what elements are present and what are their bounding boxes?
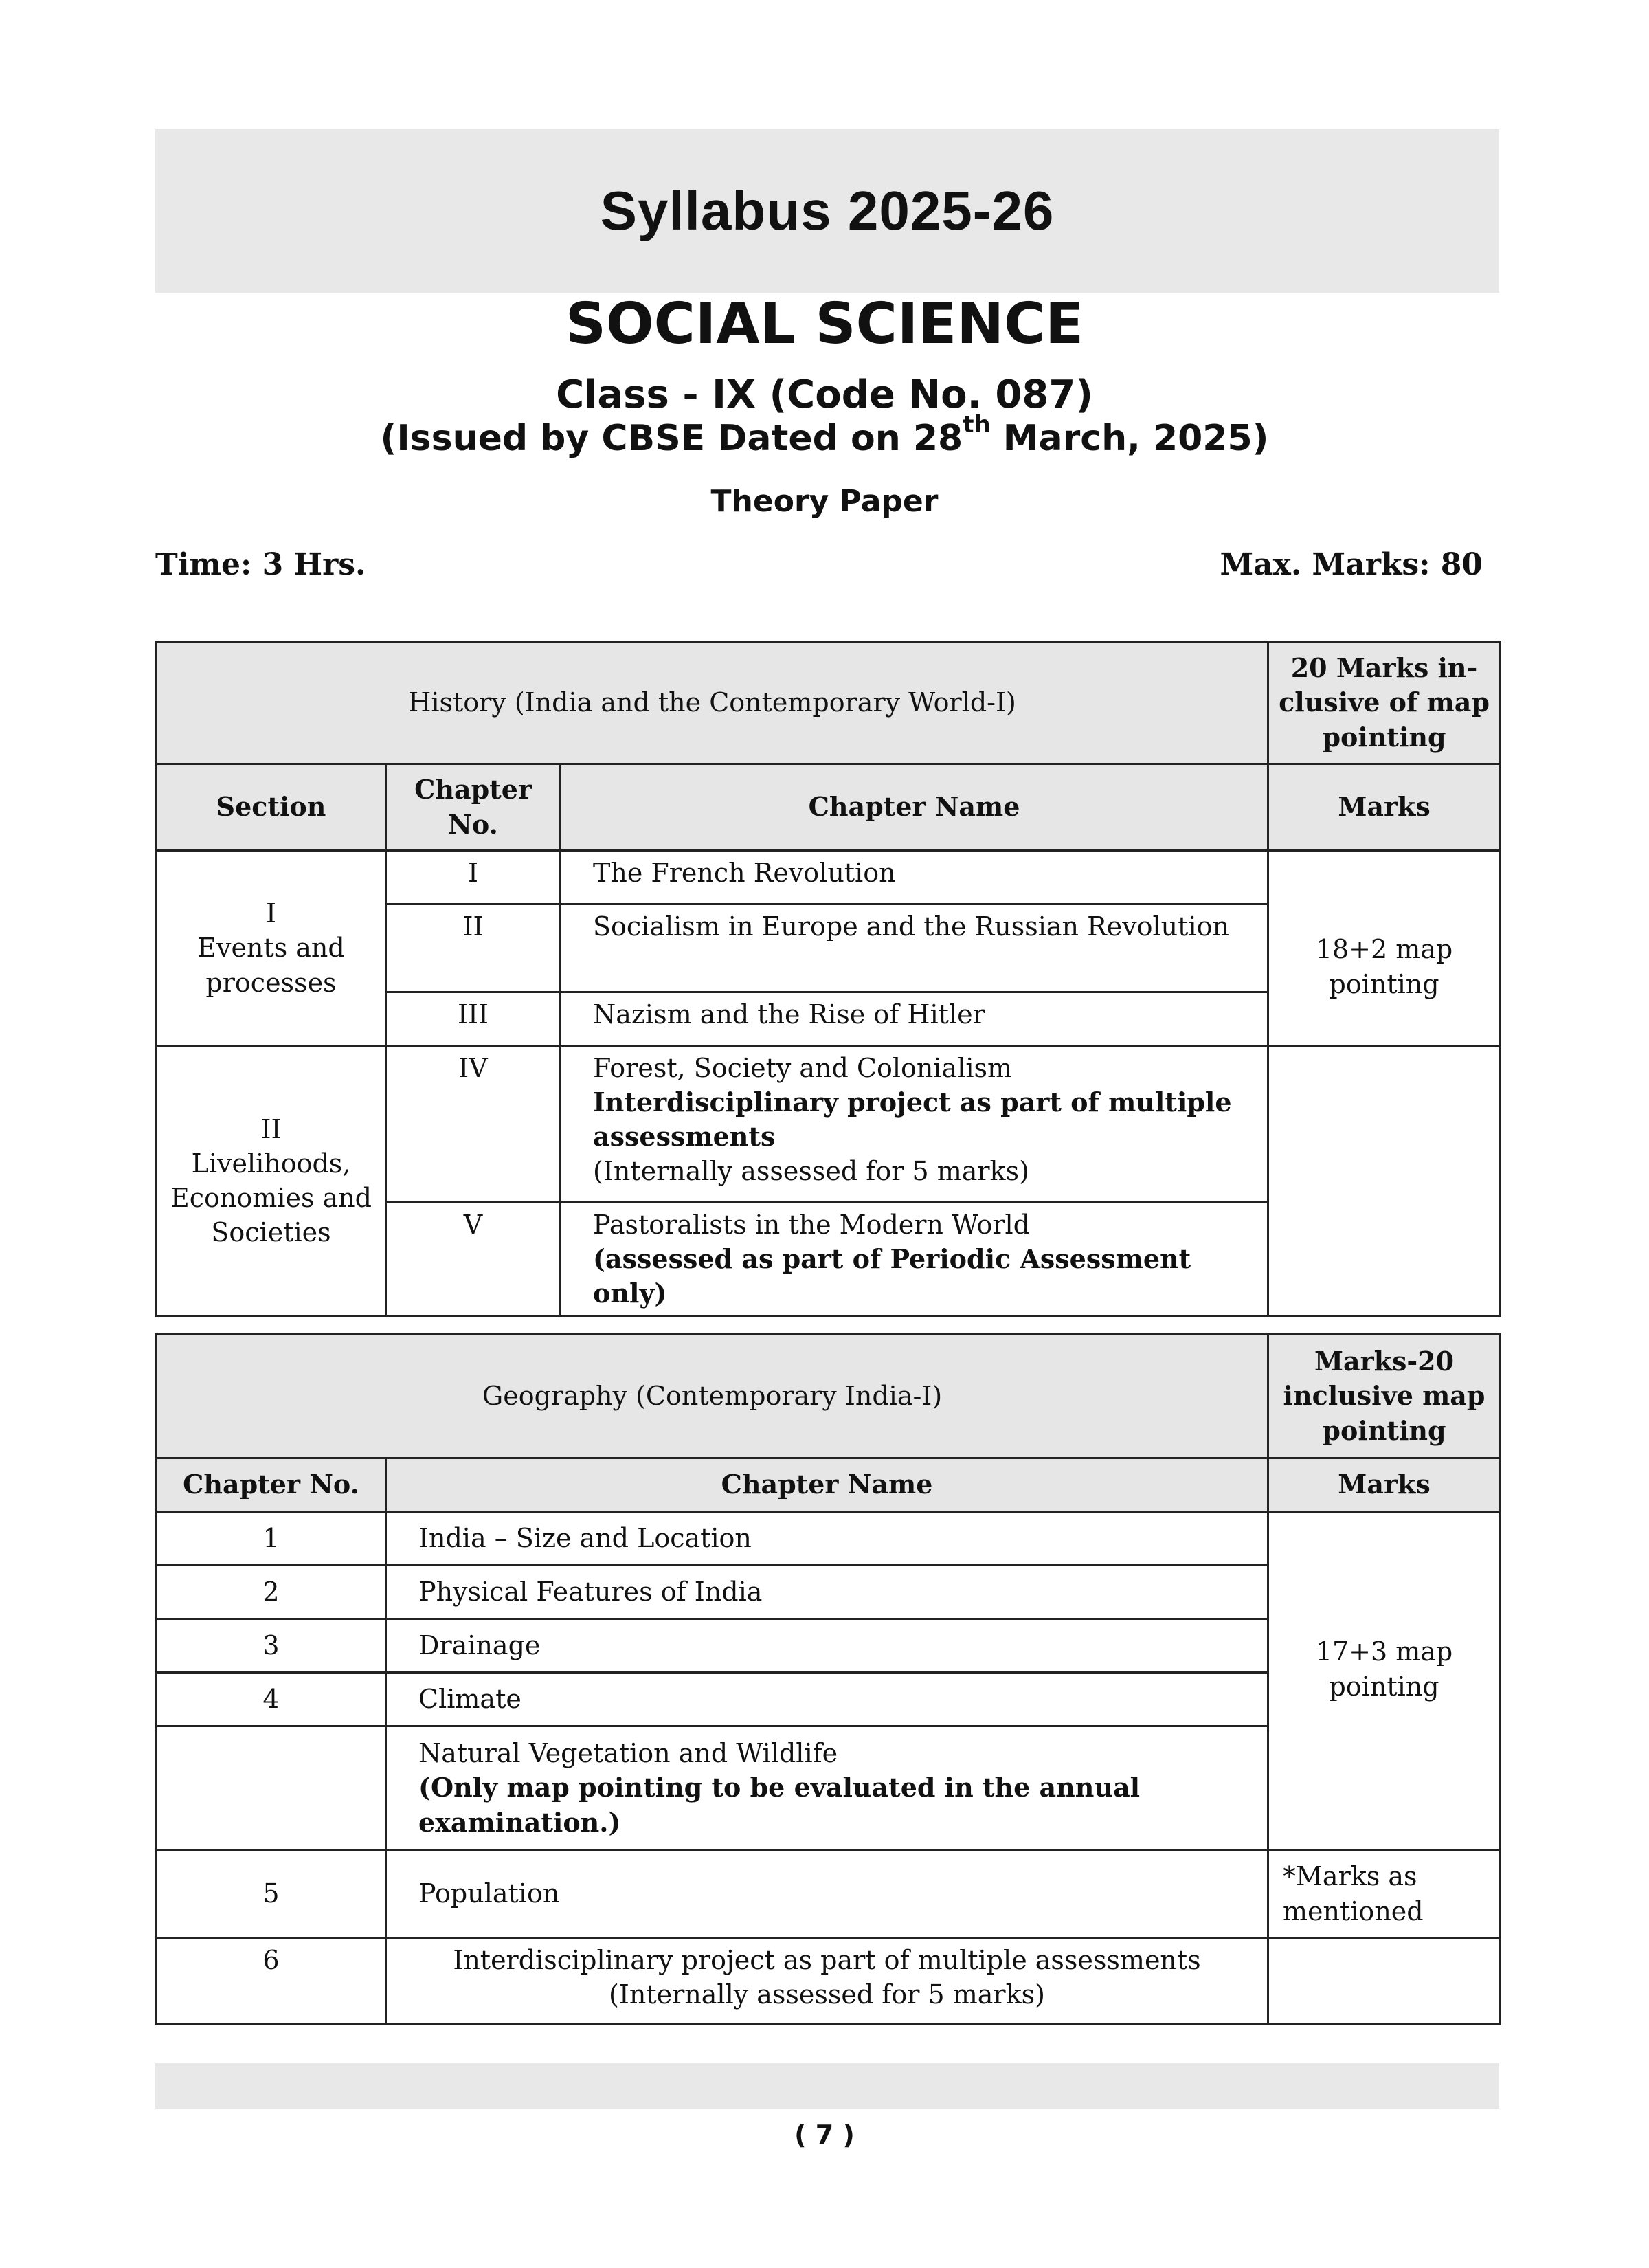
footer-bar <box>155 2063 1499 2109</box>
chapter-name: Interdisciplinary project as part of multiple assessments <box>453 1945 1201 1975</box>
chapter-no: III <box>386 992 561 1046</box>
chapter-name: Socialism in Europe and the Russian Revolution <box>561 904 1268 992</box>
marks-cell: 17+3 map pointing <box>1268 1512 1501 1850</box>
chapter-name-cell <box>386 1726 1268 1850</box>
table-row <box>157 851 1501 904</box>
chapter-no: 2 <box>157 1566 386 1619</box>
section-cell <box>157 851 386 1046</box>
chapter-note-bold: (Only map pointing to be evaluated in the annual examination.) <box>418 1772 1141 1838</box>
table-row <box>157 1938 1501 2025</box>
chapter-name: Population <box>386 1850 1268 1938</box>
chapter-no: II <box>386 904 561 992</box>
chapter-name-cell <box>386 1938 1268 2025</box>
chapter-name: The French Revolution <box>561 851 1268 904</box>
chapter-no: 6 <box>157 1938 386 2025</box>
geography-marks-note: Marks-20 inclusive map pointing <box>1268 1335 1501 1458</box>
geography-title: Geography (Contemporary India-I) <box>157 1335 1268 1458</box>
header-banner <box>155 129 1499 293</box>
chapter-no: IV <box>386 1046 561 1203</box>
page-number: ( 7 ) <box>794 2120 855 2150</box>
col-section: Section <box>157 764 386 851</box>
col-chapter-name: Chapter Name <box>386 1458 1268 1512</box>
chapter-name-cell <box>561 1203 1268 1316</box>
chapter-name: Natural Vegetation and Wildlife <box>418 1738 838 1769</box>
chapter-name-cell <box>561 1046 1268 1203</box>
chapter-name: Drainage <box>386 1619 1268 1673</box>
section-number: I <box>265 898 276 929</box>
section-name: Livelihoods, Economies and Societies <box>170 1148 372 1248</box>
chapter-no: 3 <box>157 1619 386 1673</box>
table-row <box>157 1850 1501 1938</box>
marks-population: *Marks as mentioned <box>1268 1850 1501 1938</box>
chapter-note-bold: (assessed as part of Periodic Assessment only) <box>593 1243 1191 1309</box>
history-table <box>155 641 1501 1317</box>
section-cell <box>157 1046 386 1316</box>
geography-table <box>155 1333 1501 2025</box>
chapter-note-bold: Interdisciplinary project as part of multiple assessments <box>593 1087 1232 1153</box>
subject-title: SOCIAL SCIENCE <box>565 291 1084 357</box>
geography-column-header-row <box>157 1458 1501 1512</box>
max-marks-label: Max. Marks: 80 <box>1220 547 1483 582</box>
chapter-name: Nazism and the Rise of Hitler <box>561 992 1268 1046</box>
marks-cell-empty <box>1268 1938 1501 2025</box>
col-marks: Marks <box>1268 1458 1501 1512</box>
marks-cell-empty <box>1268 1046 1501 1316</box>
chapter-name: Pastoralists in the Modern World <box>593 1210 1030 1240</box>
issued-prefix: (Issued by CBSE Dated on 28 <box>380 418 963 459</box>
col-chapter-name: Chapter Name <box>561 764 1268 851</box>
col-chapter-no: Chapter No. <box>157 1458 386 1512</box>
chapter-no: V <box>386 1203 561 1316</box>
history-title: History (India and the Contemporary World-I) <box>157 642 1268 764</box>
syllabus-title: Syllabus 2025-26 <box>600 180 1055 241</box>
chapter-no <box>157 1726 386 1850</box>
issued-superscript: th <box>963 411 991 438</box>
section-name: Events and processes <box>197 933 345 998</box>
issued-suffix: March, 2025) <box>990 418 1269 459</box>
issued-line <box>0 411 1649 459</box>
history-title-row <box>157 642 1501 764</box>
chapter-name: India – Size and Location <box>386 1512 1268 1566</box>
chapter-name: Climate <box>386 1673 1268 1726</box>
chapter-no: 4 <box>157 1673 386 1726</box>
table-row <box>157 1046 1501 1203</box>
table-row <box>157 1512 1501 1566</box>
col-marks: Marks <box>1268 764 1501 851</box>
history-column-header-row <box>157 764 1501 851</box>
chapter-name: Forest, Society and Colonialism <box>593 1053 1013 1083</box>
chapter-no: 1 <box>157 1512 386 1566</box>
chapter-note: (Internally assessed for 5 marks) <box>593 1156 1029 1187</box>
chapter-no: I <box>386 851 561 904</box>
col-chapter-no: Chapter No. <box>386 764 561 851</box>
time-label: Time: 3 Hrs. <box>155 547 366 582</box>
marks-cell: 18+2 map pointing <box>1268 851 1501 1046</box>
class-line: Class - IX (Code No. 087) <box>556 373 1093 417</box>
geography-title-row <box>157 1335 1501 1458</box>
chapter-no: 5 <box>157 1850 386 1938</box>
section-number: II <box>260 1113 282 1144</box>
history-marks-note: 20 Marks in-clusive of map pointing <box>1268 642 1501 764</box>
chapter-name: Physical Features of India <box>386 1566 1268 1619</box>
paper-type: Theory Paper <box>710 484 939 519</box>
chapter-note: (Internally assessed for 5 marks) <box>609 1979 1045 2010</box>
